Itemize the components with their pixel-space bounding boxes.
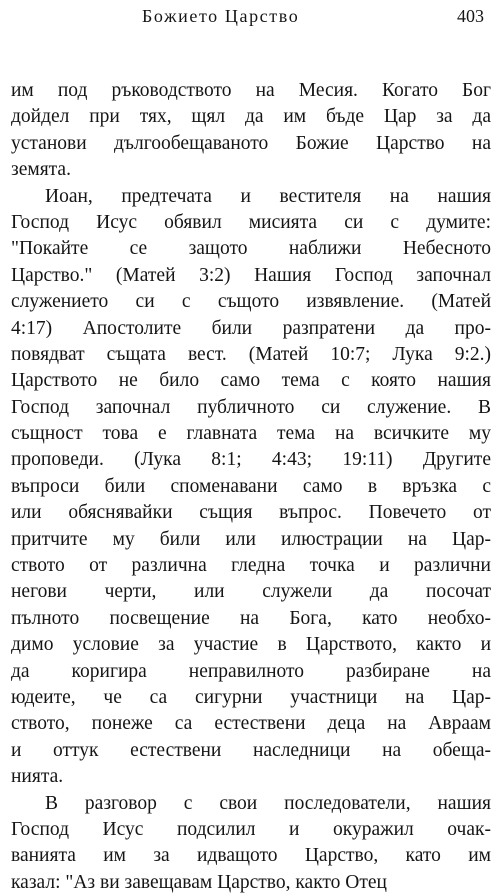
- text-line: ството, понеже са естествени деца на Авраам: [11, 713, 491, 735]
- text-line: Господ Исус обявил мисията си с думите:: [11, 211, 491, 233]
- body-text: [11, 78, 491, 896]
- text-line: и оттук естествени наследници на обеща-: [11, 739, 491, 761]
- text-line: дойдел при тях, щял да им бъде Цар за да: [11, 106, 491, 128]
- text-line: земята.: [11, 159, 71, 181]
- text-line: или обяснявайки същия въпрос. Повечето от: [11, 502, 491, 524]
- text-line: Царството не било само тема с която нашия: [11, 370, 491, 392]
- text-line: проповеди. (Лука 8:1; 4:43; 19:11) Другите: [11, 449, 491, 471]
- text-line: им под ръководството на Месия. Когато Бог: [11, 80, 491, 101]
- text-line: ванията им за идващото Царство, като им: [11, 845, 491, 867]
- paragraph: [11, 184, 491, 791]
- text-line: В разговор с свои последователи, нашия: [45, 792, 491, 814]
- text-line: установи дългообещаваното Божие Царство на: [11, 132, 491, 154]
- text-line: Царство." (Матей 3:2) Нашия Господ започнал: [11, 264, 491, 286]
- running-title: Божието Царство: [142, 6, 300, 26]
- text-line: въпроси били споменавани само в връзка с: [11, 475, 491, 497]
- text-line: Иоан, предтечата и вестителя на нашия: [45, 185, 491, 207]
- text-line: ството от различна гледна точка и различни: [11, 555, 491, 577]
- text-line: "Покайте се защото наближи Небесното: [11, 238, 491, 260]
- text-line: Господ започнал публичното си служение. В: [11, 396, 491, 418]
- text-line: негови черти, или служели да посочат: [11, 581, 491, 603]
- text-line: притчите му били или илюстрации на Цар-: [11, 528, 491, 550]
- text-line: служението си с същото извявление. (Матей: [11, 291, 491, 313]
- text-line: юдеите, че са сигурни участници на Цар-: [11, 686, 491, 708]
- text-line: казал: "Аз ви завещавам Царство, както Отец: [11, 871, 387, 893]
- text-line: нията.: [11, 766, 64, 788]
- running-head: [0, 6, 500, 30]
- paragraph: [11, 791, 491, 896]
- text-line: Господ Исус подсилил и окуражил очак-: [11, 818, 491, 840]
- paragraph: [11, 78, 491, 184]
- text-line: пълното посвещение на Бога, като необхо-: [11, 607, 491, 629]
- text-line: димо условие за участие в Царството, както и: [11, 634, 491, 656]
- text-line: да коригира неправилното разбиране на: [11, 660, 491, 682]
- text-line: повядват същата вест. (Матей 10:7; Лука 9:2.): [11, 343, 491, 365]
- page-number: 403: [457, 6, 484, 26]
- text-line: същност това е главната тема на всичките му: [11, 423, 491, 445]
- text-line: 4:17) Апостолите били разпратени да про-: [11, 317, 491, 339]
